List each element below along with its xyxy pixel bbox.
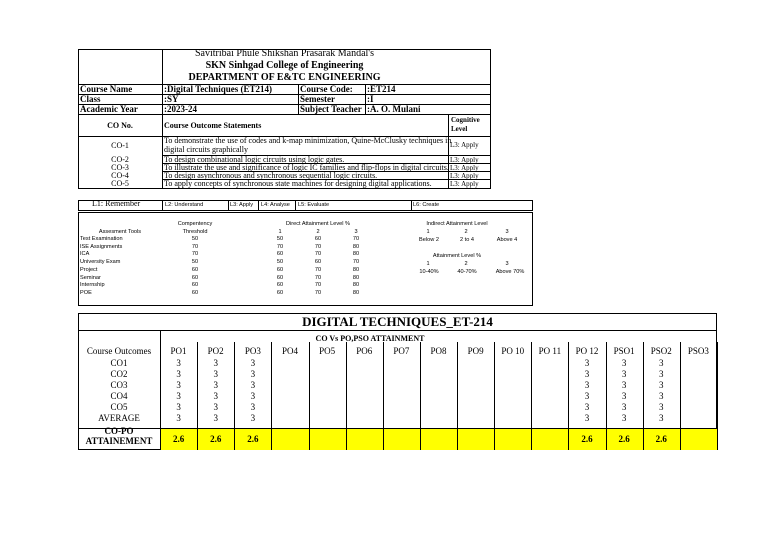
co-level: L3: Apply [450, 180, 479, 188]
mapping-cell: 3 [621, 391, 627, 401]
attainment-label: CO-PO [104, 426, 134, 436]
direct-level: 1 [278, 229, 282, 235]
course-code-label: Course Code: [300, 84, 353, 94]
co-id: CO-4 [111, 171, 129, 180]
mapping-cell: 3 [213, 380, 218, 390]
pct-level: 1 [426, 261, 430, 267]
mapping-cell: 3 [176, 369, 181, 379]
tool-threshold: 60 [191, 266, 199, 273]
mapping-title: DIGITAL TECHNIQUES_ET-214 [302, 314, 493, 329]
po-header-pso3: PSO3 [687, 346, 709, 356]
tool-direct-l2: 70 [314, 266, 322, 273]
tool-name: Internship [80, 282, 105, 289]
po-header-po11: PO 11 [538, 346, 562, 356]
tool-direct-l2: 60 [314, 236, 322, 242]
tool-direct-l1: 70 [276, 243, 284, 250]
mapping-cell: 3 [176, 380, 181, 390]
po-header-po8: PO8 [430, 346, 447, 356]
tool-direct-l2: 70 [314, 289, 322, 296]
level-apply: L3: Apply [230, 202, 254, 208]
tool-direct-l1: 50 [276, 236, 284, 242]
class-label: Class [80, 94, 101, 104]
co-row-label: CO2 [110, 369, 128, 379]
tool-direct-l3: 70 [352, 259, 360, 266]
co-statement: To illustrate the use and significance of logic IC families and flip-flops in digital circuits. [164, 163, 449, 172]
co-level: L3: Apply [450, 156, 479, 164]
mapping-cell: 3 [213, 402, 218, 412]
po-header-po4: PO4 [281, 346, 298, 356]
org-name: Savitribai Phule Shikshan Prasarak Mandal's [195, 48, 374, 59]
mapping-cell: 3 [584, 413, 590, 423]
mapping-cell: 3 [250, 369, 256, 379]
mapping-cell: 3 [659, 391, 664, 401]
co-row-label: CO3 [110, 380, 128, 390]
tool-threshold: 60 [191, 289, 199, 296]
tool-name: ISE Assignments [80, 243, 123, 250]
indirect-level: 2 [464, 229, 468, 235]
tool-name: Seminar [80, 274, 101, 281]
tools-header: Assesment Tools [98, 229, 142, 235]
mapping-cell: 3 [176, 402, 181, 412]
attainment-value: 2.6 [581, 434, 593, 444]
mapping-cell: 3 [621, 369, 627, 379]
co-row-label: AVERAGE [98, 413, 140, 423]
mapping-cell: 3 [621, 358, 627, 368]
semester-label: Semester [300, 94, 335, 104]
tool-direct-l3: 80 [352, 251, 360, 258]
tool-direct-l2: 60 [314, 259, 322, 266]
mapping-cell: 3 [213, 369, 218, 379]
direct-level: 2 [316, 229, 320, 235]
mapping-cell: 3 [250, 358, 256, 368]
tool-direct-l1: 60 [276, 274, 284, 281]
tool-name: POE [80, 289, 92, 296]
tool-threshold: 50 [191, 259, 199, 266]
co-id: CO-5 [111, 179, 129, 188]
co-statement: To demonstrate the use of codes and k-map minimization, Quine-McClusky techniques in [164, 136, 452, 145]
co-level: L3: Apply [450, 141, 479, 149]
course-name-label: Course Name [80, 84, 133, 94]
level-understand: L2: Understand [165, 202, 204, 208]
po-header-pso1: PSO1 [613, 346, 635, 356]
mapping-cell: 3 [250, 413, 256, 423]
indirect-header: Indirect Attainment Level [426, 221, 488, 227]
tool-direct-l3: 70 [352, 236, 360, 242]
co-id: CO-1 [111, 141, 129, 150]
po-header-po6: PO6 [356, 346, 373, 356]
row-header: Course Outcomes [86, 346, 152, 356]
co-level: L3: Apply [450, 172, 479, 180]
mapping-cell: 3 [213, 413, 218, 423]
attainment-value: 2.6 [618, 434, 630, 444]
subject-teacher-label: Subject Teacher [300, 104, 362, 114]
tool-threshold: 50 [191, 236, 199, 242]
indirect-value: Below 2 [419, 237, 439, 243]
tool-direct-l2: 70 [314, 274, 322, 281]
co-id: CO-2 [111, 155, 129, 164]
level-analyse: L4: Analyse [261, 202, 290, 208]
tool-direct-l1: 60 [276, 266, 284, 273]
co-row-label: CO5 [110, 402, 128, 412]
co-statement: To apply concepts of synchronous state machines for designing digital applications. [164, 179, 432, 188]
attainment-value: 2.6 [172, 434, 185, 444]
po-header-pso2: PSO2 [650, 346, 672, 356]
co-statement-cont: digital circuits graphically [164, 145, 248, 154]
mapping-cell: 3 [213, 358, 218, 368]
department-name: DEPARTMENT OF E&TC ENGINEERING [188, 72, 381, 83]
mapping-cell: 3 [621, 402, 627, 412]
tool-direct-l1: 50 [276, 259, 284, 266]
mapping-cell: 3 [584, 358, 590, 368]
mapping-cell: 3 [659, 402, 664, 412]
tool-name: ICA [80, 251, 90, 258]
competency-header: Compentency [177, 221, 213, 227]
mapping-cell: 3 [621, 413, 627, 423]
tool-threshold: 70 [191, 243, 199, 250]
mapping-cell: 3 [176, 391, 181, 401]
tool-direct-l2: 70 [314, 243, 322, 250]
co-no-header: CO No. [107, 121, 133, 130]
tool-name: University Exam [80, 259, 121, 266]
college-name: SKN Sinhgad College of Engineering [205, 60, 364, 71]
po-header-po3: PO3 [244, 346, 261, 356]
tool-direct-l3: 80 [352, 274, 360, 281]
academic-year-value: :2023-24 [164, 104, 197, 114]
tool-direct-l1: 60 [276, 282, 284, 289]
pct-header: Attainment Level % [432, 253, 482, 259]
tool-name: Project [80, 266, 98, 273]
cognitive-header: Cognitive [451, 116, 480, 124]
co-statement: To design combinational logic circuits using logic gates. [164, 155, 345, 164]
tool-threshold: 60 [191, 282, 199, 289]
indirect-level: 3 [505, 229, 509, 235]
mapping-cell: 3 [621, 380, 627, 390]
po-header-po1: PO1 [170, 346, 187, 356]
pct-value: Above 70% [495, 269, 525, 275]
tool-direct-l1: 60 [276, 289, 284, 296]
attainment-label-cont: ATTAINEMENT [85, 436, 153, 446]
mapping-cell: 3 [659, 380, 664, 390]
mapping-cell: 3 [584, 369, 590, 379]
mapping-cell: 3 [250, 380, 256, 390]
subject-teacher-value: :A. O. Mulani [367, 104, 421, 114]
tool-direct-l2: 70 [314, 282, 322, 289]
direct-header: Direct Attainment Level % [285, 221, 351, 227]
tool-name: Test Examination [80, 236, 123, 242]
mapping-cell: 3 [250, 402, 256, 412]
course-code-value: :ET214 [367, 84, 396, 94]
mapping-cell: 3 [213, 391, 218, 401]
attainment-value: 2.6 [210, 434, 222, 444]
level-create: L6: Create [413, 202, 440, 208]
co-id: CO-3 [111, 163, 129, 172]
tool-direct-l1: 60 [276, 251, 284, 258]
po-header-po12: PO 12 [575, 346, 599, 356]
mapping-cell: 3 [659, 369, 664, 379]
co-row-label: CO4 [110, 391, 128, 401]
mapping-subtitle: CO Vs PO,PSO ATTAINMENT [315, 334, 425, 343]
indirect-value: Above 4 [496, 237, 518, 243]
tool-direct-l3: 80 [352, 289, 360, 296]
mapping-cell: 3 [584, 380, 590, 390]
po-header-po2: PO2 [207, 346, 224, 356]
attainment-value: 2.6 [247, 434, 259, 444]
po-header-po5: PO5 [319, 346, 336, 356]
po-header-po10: PO 10 [501, 346, 525, 356]
level-evaluate: L5: Evaluate [298, 202, 330, 208]
indirect-level: 1 [426, 229, 430, 235]
tool-direct-l3: 80 [352, 243, 360, 250]
threshold-header: Threshold [182, 229, 208, 235]
direct-level: 3 [354, 229, 358, 235]
academic-year-label: Academic Year [80, 104, 138, 114]
mapping-cell: 3 [250, 391, 256, 401]
co-row-label: CO1 [110, 358, 128, 368]
tool-threshold: 60 [191, 274, 199, 281]
mapping-cell: 3 [176, 358, 181, 368]
semester-value: :I [367, 94, 374, 104]
mapping-cell: 3 [176, 413, 181, 423]
class-value: :SY [164, 94, 179, 104]
statement-header: Course Outcome Statements [164, 121, 262, 130]
po-header-po7: PO7 [393, 346, 410, 356]
tool-direct-l2: 70 [314, 251, 322, 258]
course-name-value: :Digital Techniques (ET214) [164, 84, 273, 94]
co-level: L3: Apply [450, 164, 479, 172]
mapping-cell: 3 [659, 413, 664, 423]
tool-threshold: 70 [191, 251, 199, 258]
level-remember: L1: Remember [92, 199, 141, 208]
pct-value: 40-70% [457, 269, 477, 275]
pct-value: 10-40% [419, 269, 439, 275]
pct-level: 2 [464, 261, 468, 267]
po-header-po9: PO9 [467, 346, 484, 356]
pct-level: 3 [505, 261, 509, 267]
tool-direct-l3: 80 [352, 282, 360, 289]
indirect-value: 2 to 4 [460, 237, 474, 243]
co-statement: To design asynchronous and synchronous sequential logic circuits. [164, 171, 378, 180]
mapping-cell: 3 [584, 391, 590, 401]
mapping-cell: 3 [659, 358, 664, 368]
tool-direct-l3: 80 [352, 266, 360, 273]
attainment-value: 2.6 [655, 434, 667, 444]
mapping-cell: 3 [584, 402, 590, 412]
cognitive-header-level: Level [451, 125, 468, 133]
